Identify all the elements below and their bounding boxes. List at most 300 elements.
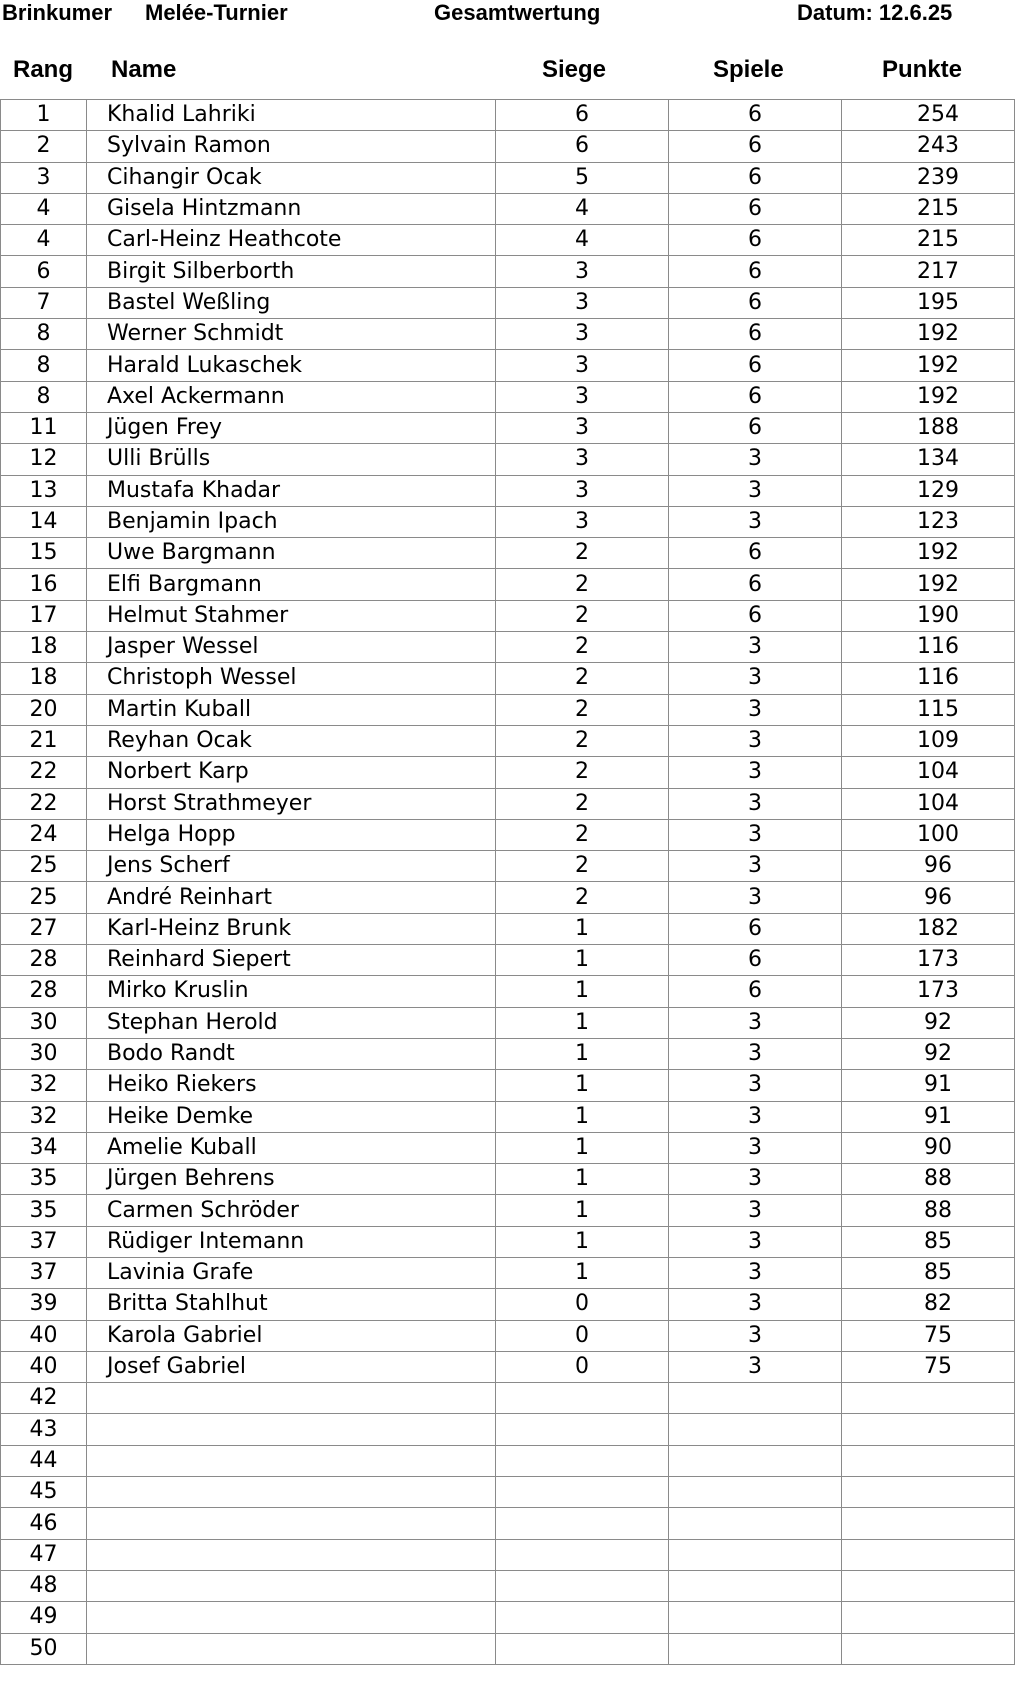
name-cell: Carl-Heinz Heathcote (87, 225, 496, 256)
name-cell: Jügen Frey (87, 412, 496, 443)
rank-cell: 17 (1, 600, 87, 631)
wins-cell: 1 (496, 913, 669, 944)
games-cell (669, 1477, 842, 1508)
event-name: Melée-Turnier (145, 0, 288, 25)
points-cell: 192 (842, 538, 1015, 569)
wins-cell: 3 (496, 319, 669, 350)
games-cell: 3 (669, 1320, 842, 1351)
table-row (1, 1164, 1015, 1195)
points-cell: 85 (842, 1226, 1015, 1257)
games-cell: 3 (669, 1164, 842, 1195)
points-cell (842, 1539, 1015, 1570)
rank-cell: 30 (1, 1007, 87, 1038)
wins-cell: 4 (496, 193, 669, 224)
table-row (1, 945, 1015, 976)
rank-cell: 39 (1, 1289, 87, 1320)
rank-cell: 1 (1, 100, 87, 131)
games-cell: 3 (669, 819, 842, 850)
table-row (1, 538, 1015, 569)
rank-cell: 44 (1, 1445, 87, 1476)
games-cell: 3 (669, 1070, 842, 1101)
rank-cell: 37 (1, 1257, 87, 1288)
games-cell: 3 (669, 694, 842, 725)
points-cell: 91 (842, 1070, 1015, 1101)
games-cell: 6 (669, 100, 842, 131)
rank-cell: 14 (1, 506, 87, 537)
wins-cell (496, 1570, 669, 1601)
name-cell: Karl-Heinz Brunk (87, 913, 496, 944)
points-cell: 96 (842, 851, 1015, 882)
name-cell (87, 1570, 496, 1601)
wins-cell (496, 1445, 669, 1476)
wins-cell (496, 1414, 669, 1445)
name-cell (87, 1539, 496, 1570)
rank-cell: 27 (1, 913, 87, 944)
points-cell: 239 (842, 162, 1015, 193)
games-cell: 3 (669, 506, 842, 537)
name-cell (87, 1414, 496, 1445)
wins-cell: 3 (496, 444, 669, 475)
points-cell: 173 (842, 976, 1015, 1007)
rank-cell: 45 (1, 1477, 87, 1508)
rank-cell: 4 (1, 225, 87, 256)
rank-cell: 22 (1, 757, 87, 788)
rank-cell: 25 (1, 882, 87, 913)
games-cell: 3 (669, 1351, 842, 1382)
name-cell (87, 1508, 496, 1539)
table-row (1, 1508, 1015, 1539)
rank-cell: 11 (1, 412, 87, 443)
name-cell: Lavinia Grafe (87, 1257, 496, 1288)
games-cell (669, 1445, 842, 1476)
points-cell: 192 (842, 350, 1015, 381)
wins-cell: 2 (496, 632, 669, 663)
name-cell: Mustafa Khadar (87, 475, 496, 506)
rank-cell: 2 (1, 131, 87, 162)
column-header-wins: Siege (542, 56, 607, 83)
name-cell: Ulli Brülls (87, 444, 496, 475)
name-cell: Harald Lukaschek (87, 350, 496, 381)
games-cell: 6 (669, 256, 842, 287)
rank-cell: 49 (1, 1602, 87, 1633)
name-cell: Gisela Hintzmann (87, 193, 496, 224)
wins-cell (496, 1508, 669, 1539)
table-row (1, 444, 1015, 475)
table-row (1, 632, 1015, 663)
points-cell: 123 (842, 506, 1015, 537)
table-row (1, 1101, 1015, 1132)
wins-cell: 0 (496, 1351, 669, 1382)
wins-cell (496, 1539, 669, 1570)
table-row (1, 1070, 1015, 1101)
points-cell: 195 (842, 287, 1015, 318)
wins-cell: 2 (496, 788, 669, 819)
club-name: Brinkumer (2, 0, 113, 25)
table-row (1, 600, 1015, 631)
date-label: Datum: 12.6.25 (797, 0, 953, 25)
name-cell: Benjamin Ipach (87, 506, 496, 537)
rank-cell: 43 (1, 1414, 87, 1445)
rank-cell: 7 (1, 287, 87, 318)
rank-cell: 12 (1, 444, 87, 475)
rank-cell: 48 (1, 1570, 87, 1601)
name-cell: Jasper Wessel (87, 632, 496, 663)
rank-cell: 46 (1, 1508, 87, 1539)
games-cell: 3 (669, 632, 842, 663)
points-cell (842, 1445, 1015, 1476)
table-row (1, 475, 1015, 506)
games-cell: 3 (669, 757, 842, 788)
wins-cell: 3 (496, 475, 669, 506)
name-cell: Heike Demke (87, 1101, 496, 1132)
wins-cell: 1 (496, 1226, 669, 1257)
name-cell: Reyhan Ocak (87, 725, 496, 756)
name-cell: Jürgen Behrens (87, 1164, 496, 1195)
games-cell (669, 1602, 842, 1633)
games-cell (669, 1383, 842, 1414)
games-cell: 3 (669, 882, 842, 913)
rank-cell: 18 (1, 663, 87, 694)
rank-cell: 40 (1, 1351, 87, 1382)
name-cell (87, 1602, 496, 1633)
rank-cell: 32 (1, 1070, 87, 1101)
table-row (1, 788, 1015, 819)
name-cell: Helmut Stahmer (87, 600, 496, 631)
points-cell: 116 (842, 632, 1015, 663)
name-cell: André Reinhart (87, 882, 496, 913)
rank-cell: 15 (1, 538, 87, 569)
name-cell (87, 1477, 496, 1508)
games-cell: 3 (669, 475, 842, 506)
rank-cell: 6 (1, 256, 87, 287)
table-row (1, 663, 1015, 694)
rank-cell: 28 (1, 976, 87, 1007)
table-row (1, 1257, 1015, 1288)
points-cell (842, 1414, 1015, 1445)
wins-cell: 2 (496, 694, 669, 725)
wins-cell: 4 (496, 225, 669, 256)
table-row (1, 1320, 1015, 1351)
table-row (1, 256, 1015, 287)
games-cell: 6 (669, 225, 842, 256)
table-row (1, 225, 1015, 256)
wins-cell: 3 (496, 287, 669, 318)
table-row (1, 1226, 1015, 1257)
table-row (1, 1539, 1015, 1570)
name-cell: Uwe Bargmann (87, 538, 496, 569)
name-cell: Josef Gabriel (87, 1351, 496, 1382)
name-cell: Karola Gabriel (87, 1320, 496, 1351)
name-cell: Christoph Wessel (87, 663, 496, 694)
wins-cell: 2 (496, 725, 669, 756)
table-row (1, 162, 1015, 193)
wins-cell: 3 (496, 350, 669, 381)
wins-cell: 2 (496, 851, 669, 882)
wins-cell (496, 1633, 669, 1664)
table-row (1, 694, 1015, 725)
name-cell: Carmen Schröder (87, 1195, 496, 1226)
games-cell: 6 (669, 193, 842, 224)
points-cell: 104 (842, 757, 1015, 788)
points-cell: 109 (842, 725, 1015, 756)
name-cell: Axel Ackermann (87, 381, 496, 412)
games-cell: 3 (669, 663, 842, 694)
wins-cell (496, 1477, 669, 1508)
table-row (1, 412, 1015, 443)
table-row (1, 757, 1015, 788)
rank-cell: 30 (1, 1038, 87, 1069)
games-cell: 3 (669, 444, 842, 475)
rank-cell: 25 (1, 851, 87, 882)
games-cell (669, 1633, 842, 1664)
rank-cell: 47 (1, 1539, 87, 1570)
wins-cell: 2 (496, 882, 669, 913)
table-row (1, 506, 1015, 537)
games-cell: 6 (669, 600, 842, 631)
games-cell (669, 1508, 842, 1539)
games-cell: 3 (669, 1132, 842, 1163)
points-cell (842, 1570, 1015, 1601)
wins-cell: 1 (496, 976, 669, 1007)
name-cell (87, 1633, 496, 1664)
wins-cell: 3 (496, 506, 669, 537)
points-cell: 190 (842, 600, 1015, 631)
standings-table (0, 99, 1015, 1665)
games-cell: 3 (669, 1257, 842, 1288)
column-header-games: Spiele (713, 56, 784, 83)
name-cell: Bodo Randt (87, 1038, 496, 1069)
name-cell: Sylvain Ramon (87, 131, 496, 162)
name-cell: Stephan Herold (87, 1007, 496, 1038)
games-cell: 3 (669, 725, 842, 756)
column-header-points: Punkte (882, 56, 963, 83)
table-row (1, 1414, 1015, 1445)
table-row (1, 131, 1015, 162)
rank-cell: 21 (1, 725, 87, 756)
rank-cell: 22 (1, 788, 87, 819)
rank-cell: 3 (1, 162, 87, 193)
points-cell: 90 (842, 1132, 1015, 1163)
table-row (1, 381, 1015, 412)
name-cell: Norbert Karp (87, 757, 496, 788)
rank-cell: 40 (1, 1320, 87, 1351)
name-cell: Reinhard Siepert (87, 945, 496, 976)
wins-cell: 2 (496, 819, 669, 850)
table-row (1, 1289, 1015, 1320)
games-cell: 3 (669, 1101, 842, 1132)
points-cell: 243 (842, 131, 1015, 162)
points-cell: 75 (842, 1320, 1015, 1351)
games-cell: 6 (669, 350, 842, 381)
games-cell: 3 (669, 1289, 842, 1320)
page-title: Gesamtwertung (434, 0, 601, 25)
wins-cell: 1 (496, 1164, 669, 1195)
rank-cell: 35 (1, 1195, 87, 1226)
table-row (1, 1383, 1015, 1414)
points-cell: 182 (842, 913, 1015, 944)
table-row (1, 100, 1015, 131)
name-cell: Heiko Riekers (87, 1070, 496, 1101)
points-cell (842, 1602, 1015, 1633)
points-cell: 82 (842, 1289, 1015, 1320)
games-cell: 6 (669, 319, 842, 350)
points-cell (842, 1633, 1015, 1664)
table-row (1, 1195, 1015, 1226)
table-row (1, 1007, 1015, 1038)
wins-cell: 1 (496, 1007, 669, 1038)
name-cell (87, 1383, 496, 1414)
name-cell: Bastel Weßling (87, 287, 496, 318)
points-cell: 92 (842, 1007, 1015, 1038)
wins-cell: 1 (496, 1132, 669, 1163)
table-row (1, 1038, 1015, 1069)
rank-cell: 8 (1, 381, 87, 412)
table-row (1, 725, 1015, 756)
name-cell: Rüdiger Intemann (87, 1226, 496, 1257)
table-row (1, 319, 1015, 350)
table-row (1, 1477, 1015, 1508)
points-cell: 88 (842, 1195, 1015, 1226)
points-cell: 192 (842, 381, 1015, 412)
name-cell (87, 1445, 496, 1476)
wins-cell: 1 (496, 1038, 669, 1069)
points-cell (842, 1508, 1015, 1539)
rank-cell: 20 (1, 694, 87, 725)
points-cell: 215 (842, 193, 1015, 224)
name-cell: Cihangir Ocak (87, 162, 496, 193)
games-cell: 6 (669, 381, 842, 412)
wins-cell (496, 1383, 669, 1414)
rank-cell: 42 (1, 1383, 87, 1414)
table-row (1, 350, 1015, 381)
games-cell: 6 (669, 945, 842, 976)
points-cell: 129 (842, 475, 1015, 506)
games-cell: 6 (669, 569, 842, 600)
wins-cell: 3 (496, 412, 669, 443)
points-cell: 134 (842, 444, 1015, 475)
wins-cell: 2 (496, 600, 669, 631)
points-cell (842, 1477, 1015, 1508)
name-cell: Britta Stahlhut (87, 1289, 496, 1320)
name-cell: Martin Kuball (87, 694, 496, 725)
rank-cell: 35 (1, 1164, 87, 1195)
games-cell: 3 (669, 1226, 842, 1257)
points-cell: 75 (842, 1351, 1015, 1382)
wins-cell: 2 (496, 569, 669, 600)
wins-cell: 0 (496, 1320, 669, 1351)
wins-cell: 6 (496, 131, 669, 162)
points-cell: 115 (842, 694, 1015, 725)
wins-cell: 6 (496, 100, 669, 131)
column-header-rank: Rang (13, 56, 73, 83)
rank-cell: 28 (1, 945, 87, 976)
games-cell: 6 (669, 538, 842, 569)
games-cell: 3 (669, 788, 842, 819)
table-row (1, 287, 1015, 318)
rank-cell: 8 (1, 319, 87, 350)
name-cell: Helga Hopp (87, 819, 496, 850)
rank-cell: 4 (1, 193, 87, 224)
name-cell: Werner Schmidt (87, 319, 496, 350)
table-row (1, 819, 1015, 850)
points-cell: 100 (842, 819, 1015, 850)
wins-cell: 1 (496, 1195, 669, 1226)
wins-cell (496, 1602, 669, 1633)
wins-cell: 1 (496, 945, 669, 976)
name-cell: Jens Scherf (87, 851, 496, 882)
points-cell: 104 (842, 788, 1015, 819)
games-cell (669, 1414, 842, 1445)
points-cell: 91 (842, 1101, 1015, 1132)
rank-cell: 50 (1, 1633, 87, 1664)
table-row (1, 976, 1015, 1007)
wins-cell: 0 (496, 1289, 669, 1320)
name-cell: Horst Strathmeyer (87, 788, 496, 819)
games-cell: 3 (669, 1195, 842, 1226)
games-cell: 3 (669, 1007, 842, 1038)
games-cell: 6 (669, 976, 842, 1007)
name-cell: Khalid Lahriki (87, 100, 496, 131)
rank-cell: 13 (1, 475, 87, 506)
points-cell: 215 (842, 225, 1015, 256)
table-row (1, 1132, 1015, 1163)
table-row (1, 1633, 1015, 1664)
points-cell: 92 (842, 1038, 1015, 1069)
wins-cell: 5 (496, 162, 669, 193)
points-cell: 116 (842, 663, 1015, 694)
games-cell: 6 (669, 412, 842, 443)
table-row (1, 1351, 1015, 1382)
games-cell (669, 1539, 842, 1570)
rank-cell: 34 (1, 1132, 87, 1163)
rank-cell: 8 (1, 350, 87, 381)
points-cell: 173 (842, 945, 1015, 976)
points-cell: 188 (842, 412, 1015, 443)
table-row (1, 1570, 1015, 1601)
wins-cell: 1 (496, 1101, 669, 1132)
wins-cell: 3 (496, 381, 669, 412)
standings-body (1, 100, 1015, 1665)
games-cell (669, 1570, 842, 1601)
points-cell: 85 (842, 1257, 1015, 1288)
table-row (1, 569, 1015, 600)
points-cell: 88 (842, 1164, 1015, 1195)
games-cell: 3 (669, 1038, 842, 1069)
rank-cell: 32 (1, 1101, 87, 1132)
games-cell: 6 (669, 913, 842, 944)
table-row (1, 1445, 1015, 1476)
points-cell (842, 1383, 1015, 1414)
wins-cell: 1 (496, 1257, 669, 1288)
games-cell: 6 (669, 162, 842, 193)
points-cell: 254 (842, 100, 1015, 131)
wins-cell: 3 (496, 256, 669, 287)
wins-cell: 2 (496, 757, 669, 788)
rank-cell: 37 (1, 1226, 87, 1257)
wins-cell: 2 (496, 663, 669, 694)
points-cell: 192 (842, 569, 1015, 600)
table-row (1, 1602, 1015, 1633)
games-cell: 6 (669, 131, 842, 162)
name-cell: Birgit Silberborth (87, 256, 496, 287)
name-cell: Mirko Kruslin (87, 976, 496, 1007)
table-row (1, 882, 1015, 913)
table-row (1, 193, 1015, 224)
points-cell: 96 (842, 882, 1015, 913)
games-cell: 3 (669, 851, 842, 882)
points-cell: 217 (842, 256, 1015, 287)
rank-cell: 16 (1, 569, 87, 600)
